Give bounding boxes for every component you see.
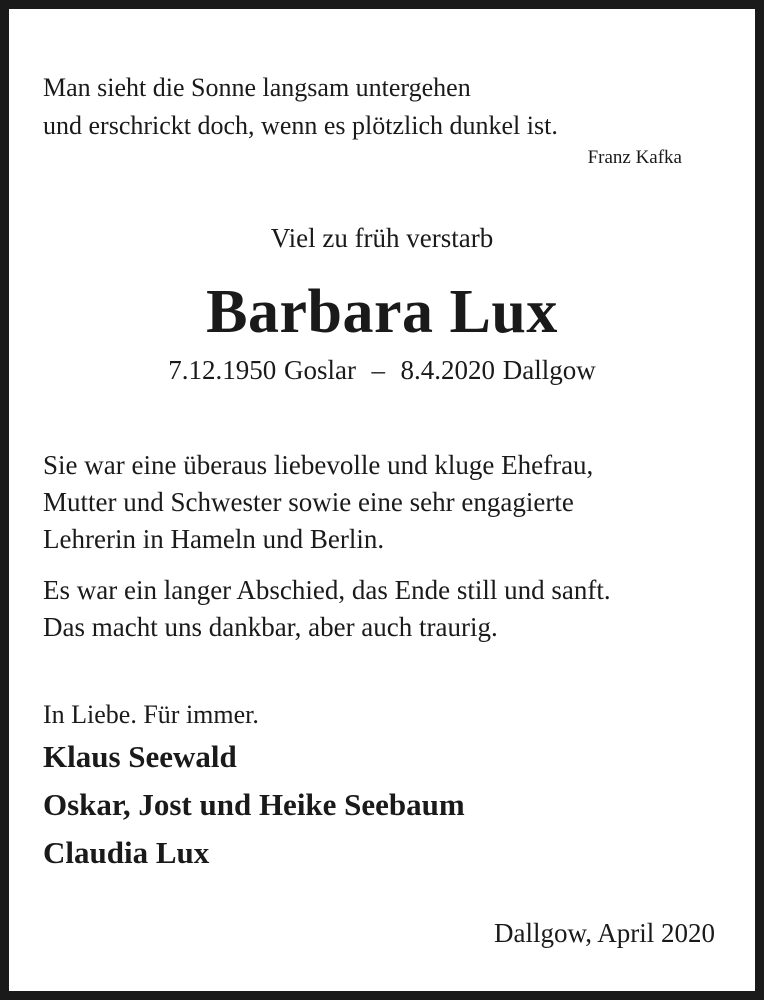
place-and-date: Dallgow, April 2020 (494, 918, 715, 948)
farewell-line-1: Es war ein langer Abschied, das Ende still und sanft. (43, 575, 611, 605)
intro-text: Viel zu früh verstarb (270, 223, 494, 253)
closing-text: In Liebe. Für immer. (43, 700, 259, 729)
quote-line-1: Man sieht die Sonne langsam untergehen (43, 73, 471, 102)
mourner-name: Claudia Lux (43, 835, 210, 870)
tribute-line-2: Mutter und Schwester sowie eine sehr engagierte (43, 487, 574, 517)
farewell-line-2: Das macht uns dankbar, aber auch traurig. (43, 612, 498, 642)
mourner-name: Oskar, Jost und Heike Seebaum (43, 787, 465, 822)
life-dates: 7.12.1950 Goslar – 8.4.2020 Dallgow (168, 355, 596, 385)
quote-line-2: und erschrickt doch, wenn es plötzlich dunkel ist. (43, 111, 558, 140)
mourner-name: Klaus Seewald (43, 739, 237, 774)
quote-author: Franz Kafka (587, 147, 682, 168)
deceased-name: Barbara Lux (206, 278, 558, 346)
tribute-line-3: Lehrerin in Hameln und Berlin. (43, 524, 385, 554)
tribute-line-1: Sie war eine überaus liebevolle und kluge Ehefrau, (43, 450, 594, 480)
